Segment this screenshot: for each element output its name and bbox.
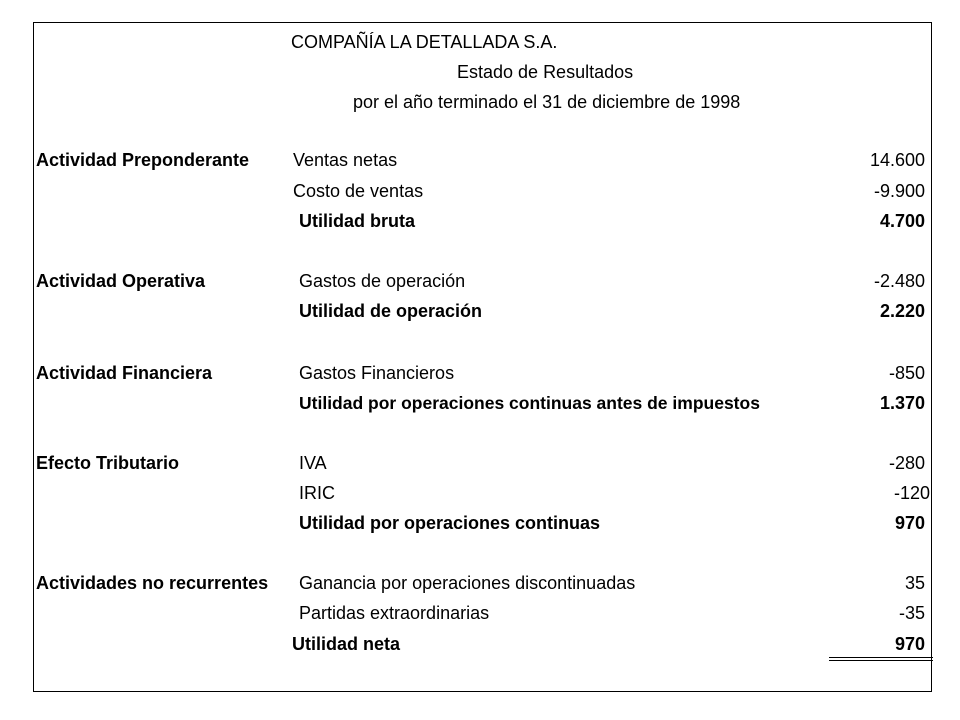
row-value-iric: -120 (893, 483, 930, 503)
row-value-utilidad-neta: 970 (894, 634, 925, 654)
row-label-gastos-financieros: Gastos Financieros (299, 363, 455, 383)
category-actividad-preponderante: Actividad Preponderante (36, 150, 250, 170)
company-name: COMPAÑÍA LA DETALLADA S.A. (291, 32, 558, 52)
row-label-iric: IRIC (299, 483, 335, 503)
row-label-utilidad-operaciones-continuas: Utilidad por operaciones continuas (299, 513, 601, 533)
row-label-utilidad-bruta: Utilidad bruta (299, 211, 415, 231)
statement-title: Estado de Resultados (457, 62, 634, 82)
row-value-iva: -280 (888, 453, 925, 473)
category-actividades-no-recurrentes: Actividades no recurrentes (36, 573, 269, 593)
row-value-utilidad-bruta: 4.700 (879, 211, 925, 231)
row-value-utilidad-operaciones-continuas: 970 (894, 513, 925, 533)
row-value-gastos-de-operacion: -2.480 (873, 271, 925, 291)
row-value-partidas-extraordinarias: -35 (898, 603, 925, 623)
row-value-utilidad-antes-de-impuestos: 1.370 (879, 393, 925, 413)
category-actividad-operativa: Actividad Operativa (36, 271, 206, 291)
total-underline-top (829, 657, 933, 658)
row-value-gastos-financieros: -850 (888, 363, 925, 383)
row-value-utilidad-de-operacion: 2.220 (879, 301, 925, 321)
row-label-utilidad-neta: Utilidad neta (292, 634, 401, 654)
total-underline-bottom (829, 660, 933, 661)
row-value-ganancia-discontinuadas: 35 (904, 573, 925, 593)
row-value-ventas-netas: 14.600 (869, 150, 925, 170)
row-label-ventas-netas: Ventas netas (293, 150, 398, 170)
category-efecto-tributario: Efecto Tributario (36, 453, 180, 473)
row-label-gastos-de-operacion: Gastos de operación (299, 271, 466, 291)
row-label-utilidad-de-operacion: Utilidad de operación (299, 301, 483, 321)
row-label-utilidad-antes-de-impuestos: Utilidad por operaciones continuas antes de impuestos (299, 393, 760, 413)
row-value-costo-de-ventas: -9.900 (873, 181, 925, 201)
row-label-partidas-extraordinarias: Partidas extraordinarias (299, 603, 490, 623)
category-actividad-financiera: Actividad Financiera (36, 363, 213, 383)
row-label-costo-de-ventas: Costo de ventas (293, 181, 424, 201)
row-label-ganancia-discontinuadas: Ganancia por operaciones discontinuadas (299, 573, 636, 593)
row-label-iva: IVA (299, 453, 327, 473)
statement-period: por el año terminado el 31 de diciembre de 1998 (353, 92, 741, 112)
